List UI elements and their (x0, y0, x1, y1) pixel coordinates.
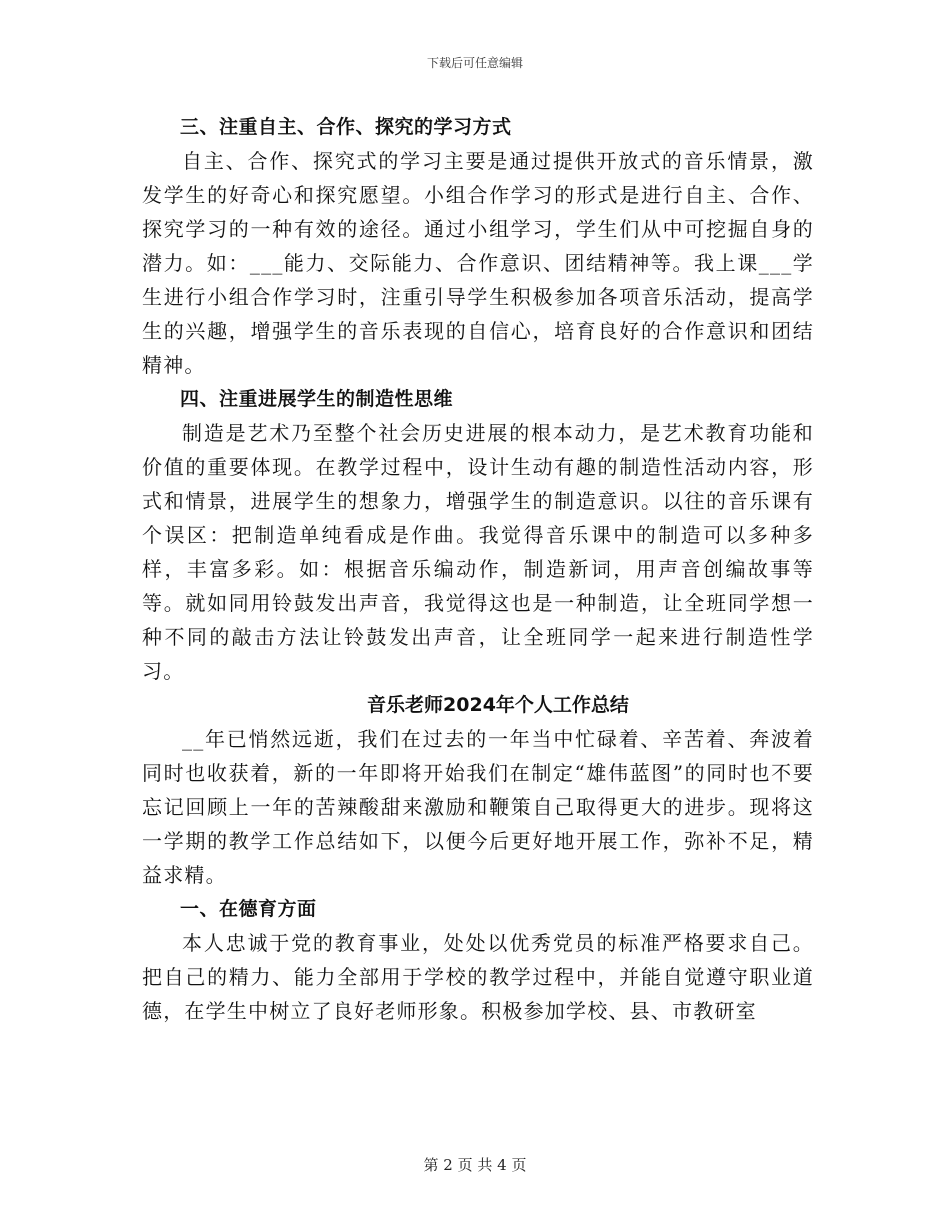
document-body (142, 110, 814, 1028)
paragraph-moral-education: 本人忠诚于党的教育事业，处处以优秀党员的标准严格要求自己。把自己的精力、能力全部用于学校的教学过程中，并能自觉遵守职业道德，在学生中树立了良好老师形象。积极参加学校、县、市教研室 (142, 931, 814, 1023)
page-number: 第 2 页 共 4 页 (423, 1156, 527, 1174)
section-heading-4: 四、注重进展学生的制造性思维 (180, 388, 454, 410)
document-title: 音乐老师2024年个人工作总结 (367, 694, 629, 716)
paragraph-creative-thinking: 制造是艺术乃至整个社会历史进展的根本动力，是艺术教育功能和价值的重要体现。在教学过程中，设计生动有趣的制造性活动内容，形式和情景，进展学生的想象力，增强学生的制造意识。以往的音乐课有个误区：把制造单纯看成是作曲。我觉得音乐课中的制造可以多种多样，丰富多彩。如：根据音乐编动作，制造新词，用声音创编故事等等。就如同用铃鼓发出声音，我觉得这也是一种制造，让全班同学想一种不同的敲击方法让铃鼓发出声音，让全班同学一起来进行制造性学习。 (142, 421, 814, 683)
section-heading-1: 一、在德育方面 (180, 898, 317, 920)
section-heading-3: 三、注重自主、合作、探究的学习方式 (180, 116, 512, 138)
page-header: 下载后可任意编辑 (426, 56, 523, 70)
paragraph-cooperative-learning: 自主、合作、探究式的学习主要是通过提供开放式的音乐情景，激发学生的好奇心和探究愿望。小组合作学习的形式是进行自主、合作、探究学习的一种有效的途径。通过小组学习，学生们从中可挖掘自身的潜力。如：___能力、交际能力、合作意识、团结精神等。我上课___学生进行小组合作学习时，注重引导学生积极参加各项音乐活动，提高学生的兴趣，增强学生的音乐表现的自信心，培育良好的合作意识和团结精神。 (142, 149, 814, 377)
paragraph-introduction: __年已悄然远逝，我们在过去的一年当中忙碌着、辛苦着、奔波着同时也收获着，新的一年即将开始我们在制定“雄伟蓝图”的同时也不要忘记回顾上一年的苦辣酸甜来激励和鞭策自己取得更大的进步。现将这一学期的教学工作总结如下，以便今后更好地开展工作，弥补不足，精益求精。 (142, 727, 814, 887)
